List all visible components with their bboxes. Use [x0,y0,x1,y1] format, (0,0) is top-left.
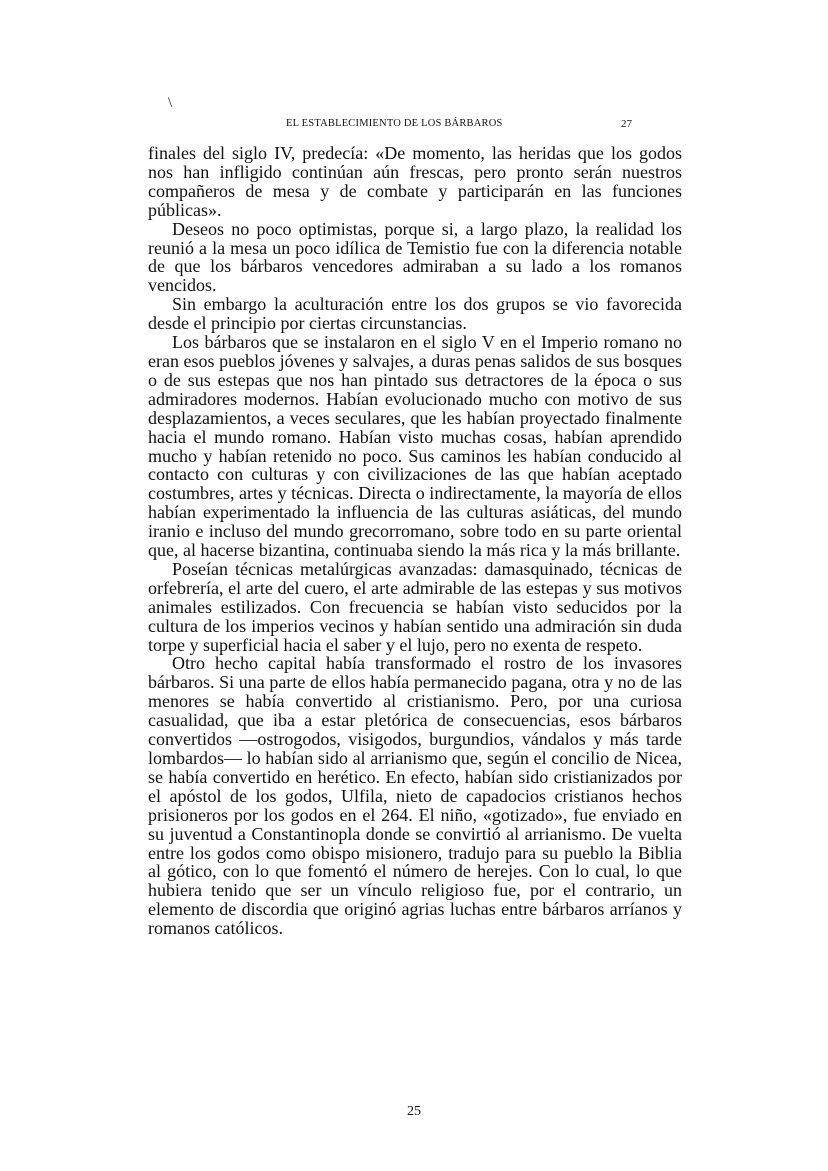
paragraph: Otro hecho capital había transformado el rostro de los invasores bárbaros. Si una parte de ellos había permanecido pagana, otra y no de las menores se había convertido al cristianismo. Pero, por una curiosa casualidad, que iba a estar pletórica de consecuencias, esos bárbaros convertidos —ostrogodos, visigodos, burgundios, vándalos y más tarde lombardos— lo habían sido al arrianismo que, según el concilio de Nicea, se había convertido en herético. En efecto, habían sido cristianizados por el apóstol de los godos, Ulfila, nieto de capadocios cristianos hechos prisioneros por los godos en el 264. El niño, «gotizado», fue enviado en su juventud a Constantinopla donde se convirtió al arrianismo. De vuelta entre los godos como obispo misionero, tradujo para su pueblo la Biblia al gótico, con lo que fomentó el número de herejes. Con lo cual, lo que hubiera tenido que ser un vínculo religioso fue, por el contrario, un elemento de discordia que originó agrias luchas entre bárbaros arríanos y romanos católicos. [148,653,682,939]
paragraph: Los bárbaros que se instalaron en el siglo V en el Imperio romano no eran esos pueblos jóvenes y salvajes, a duras penas salidos de sus bosques o de sus estepas que nos han pintado sus detractores de la época o sus admiradores modernos. Habían evolucionado mucho con motivo de sus desplazamientos, a veces seculares, que les habían proyectado finalmente hacia el mundo romano. Habían visto muchas cosas, habían aprendido mucho y habían retenido no poco. Sus caminos les habían conducido al contacto con culturas y con civilizaciones de las que habían aceptado costumbres, artes y técnicas. Directa o indirectamente, la mayoría de ellos habían experimentado la influencia de las culturas asiáticas, del mundo iranio e incluso del mundo grecorromano, sobre todo en su parte oriental que, al hacerse bizantina, continuaba siendo la más rica y la más brillante. [148,332,682,561]
paragraph: Poseían técnicas metalúrgicas avanzadas: damasquinado, técnicas de orfebrería, el arte del cuero, el arte admirable de las estepas y sus motivos animales estilizados. Con frecuencia se habían visto seducidos por la cultura de los imperios vecinos y habían sentido una admiración sin duda torpe y superficial hacia el saber y el lujo, pero no exenta de respeto. [148,558,682,655]
running-header [148,117,682,133]
paragraph: Deseos no poco optimistas, porque si, a largo plazo, la realidad los reunió a la mesa un poco idílica de Temistio fue con la diferencia notable de que los bárbaros vencedores admiraban a su lado a los romanos vencidos. [148,218,682,296]
stray-mark: \ [168,95,173,111]
paragraph: Sin embargo la aculturación entre los dos grupos se vio favorecida desde el principio por ciertas circunstancias. [148,294,682,334]
running-header-page-number: 27 [621,118,632,130]
page-number: 25 [407,1104,421,1119]
body-text [148,144,682,938]
running-header-title: EL ESTABLECIMIENTO DE LOS BÁRBAROS [286,118,503,129]
paragraph: finales del siglo IV, predecía: «De momento, las heridas que los godos nos han infligido continúan aún frescas, pero pronto serán nuestros compañeros de mesa y de combate y participarán en las funciones públicas». [148,143,682,220]
